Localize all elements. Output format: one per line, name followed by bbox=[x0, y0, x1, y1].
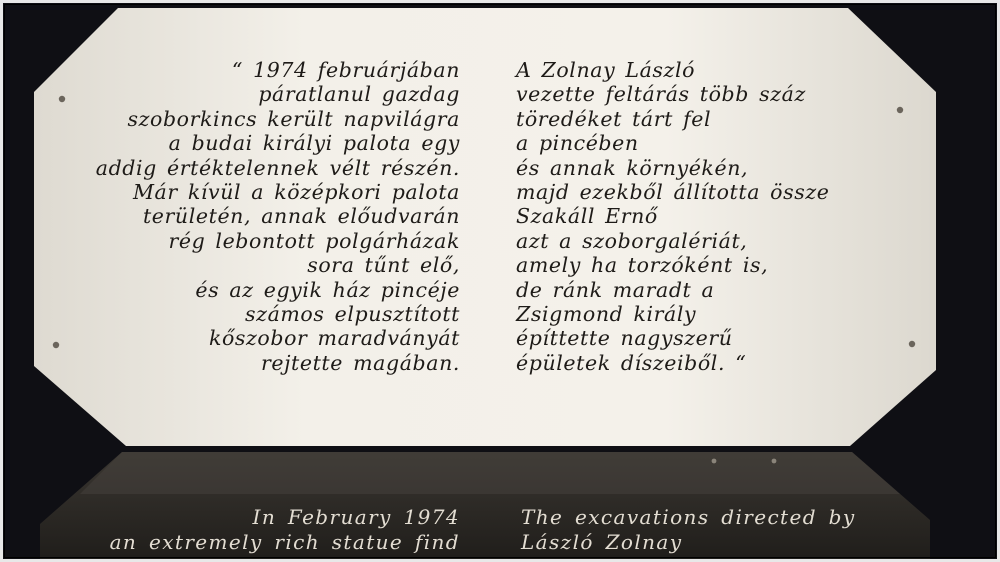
hu-left-line: rejtette magában. bbox=[260, 350, 460, 375]
lower-plaque-reflection bbox=[80, 452, 900, 494]
hu-right-line: vezette feltárás több száz bbox=[516, 82, 806, 107]
hungarian-left-column bbox=[96, 58, 460, 375]
hu-right-line: A Zolnay László bbox=[516, 58, 696, 82]
screw-bottom-left bbox=[53, 342, 59, 348]
hu-left-line: és az egyik ház pincéje bbox=[195, 277, 460, 302]
hu-right-line: majd ezekből állította össze bbox=[516, 180, 830, 205]
en-right-line: The excavations directed by bbox=[521, 505, 856, 529]
hungarian-right-column bbox=[516, 58, 829, 375]
hu-left-line: számos elpusztított bbox=[245, 302, 460, 327]
hu-right-line: azt a szoborgalériát, bbox=[516, 228, 748, 253]
screw-bottom-right bbox=[909, 341, 915, 347]
screw-top-right bbox=[897, 107, 903, 113]
hu-right-line: Szakáll Ernő bbox=[516, 204, 658, 229]
hu-right-line: Zsigmond király bbox=[516, 302, 697, 327]
hu-right-line: és annak környékén, bbox=[516, 155, 749, 180]
hu-left-line: Már kívül a középkori palota bbox=[132, 180, 460, 205]
hu-left-line: sora tűnt elő, bbox=[307, 253, 460, 278]
hu-right-line: a pincében bbox=[516, 131, 639, 156]
hu-right-line: amely ha torzóként is, bbox=[516, 253, 769, 278]
hu-right-line: töredéket tárt fel bbox=[516, 106, 712, 131]
hu-left-line: szoborkincs került napvilágra bbox=[127, 106, 460, 131]
hu-right-line: építtette nagyszerű bbox=[516, 326, 733, 351]
english-right-column bbox=[521, 505, 856, 555]
hu-right-line: épületek díszeiből. “ bbox=[516, 350, 747, 375]
english-left-column bbox=[110, 505, 460, 555]
en-left-line: In February 1974 bbox=[252, 505, 460, 529]
hu-left-line: területén, annak előudvarán bbox=[142, 204, 460, 229]
en-left-line: an extremely rich statue find bbox=[109, 530, 460, 554]
en-right-line: László Zolnay bbox=[521, 530, 683, 554]
hu-left-line: “ 1974 februárjában bbox=[231, 58, 460, 82]
hu-left-line: kőszobor maradványát bbox=[208, 326, 460, 351]
hu-left-line: rég lebontott polgárházak bbox=[168, 228, 460, 253]
screw-top-left bbox=[59, 96, 65, 102]
screw-lower-plaque-2 bbox=[772, 459, 777, 464]
hu-left-line: páratlanul gazdag bbox=[258, 82, 460, 107]
screw-lower-plaque-1 bbox=[712, 459, 717, 464]
hu-right-line: de ránk maradt a bbox=[516, 277, 715, 302]
hu-left-line: addig értéktelennek vélt részén. bbox=[95, 155, 460, 180]
hu-left-line: a budai királyi palota egy bbox=[168, 131, 460, 156]
